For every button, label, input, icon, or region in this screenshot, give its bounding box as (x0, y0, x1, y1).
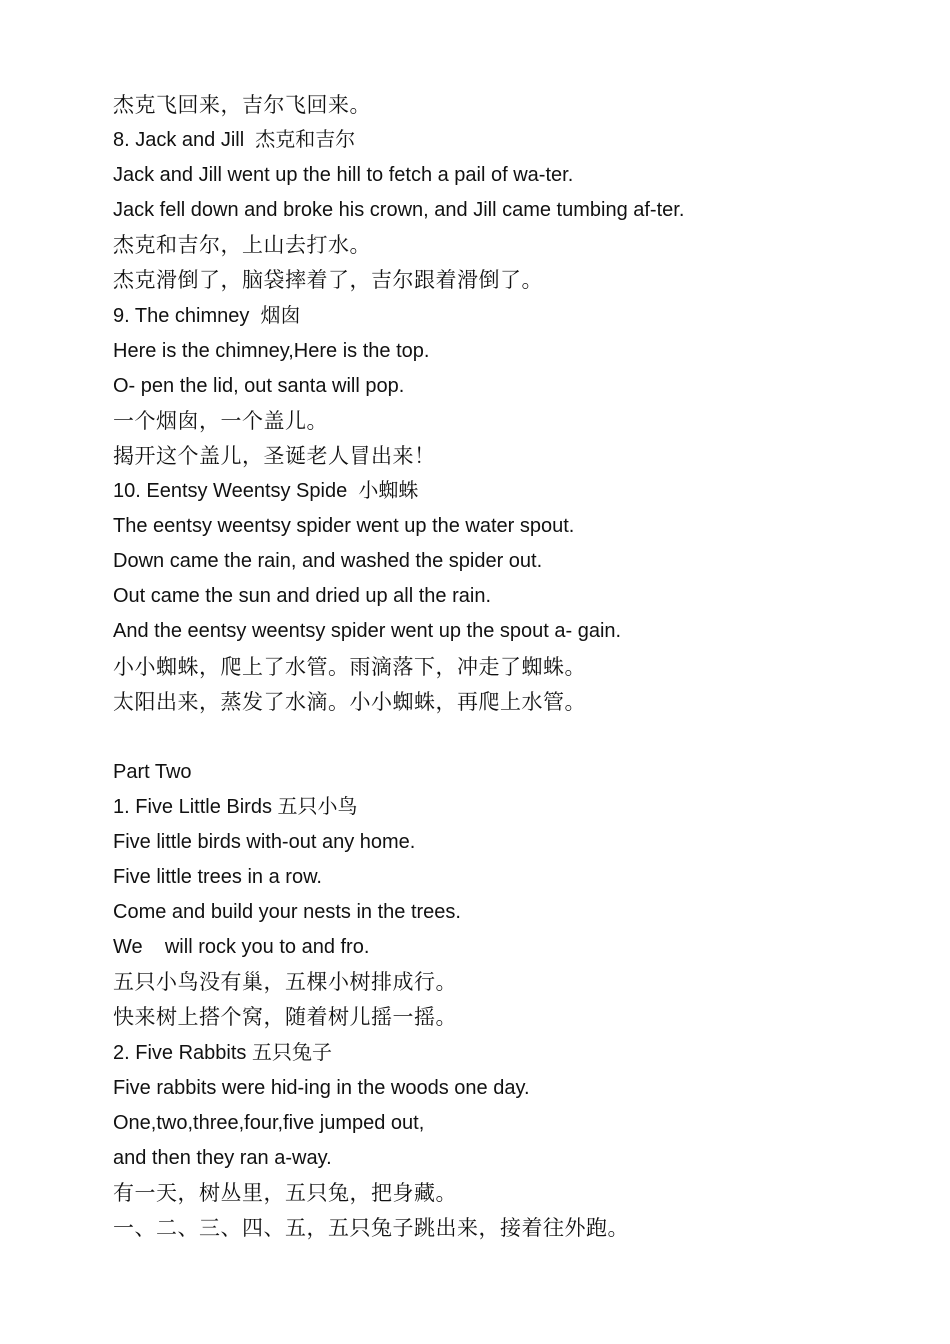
text-line: 杰克和吉尔，上山去打水。 (113, 233, 371, 258)
text-line: The eentsy weentsy spider went up the water spout. (113, 515, 575, 538)
text-line: One,two,three,four,five jumped out, (113, 1111, 425, 1134)
text-line: We will rock you to and fro. (113, 936, 370, 959)
text-line: Out came the sun and dried up all the rain. (113, 585, 492, 608)
text-line: Jack and Jill went up the hill to fetch a pail of wa-ter. (113, 164, 574, 187)
text-line: 小小蜘蛛，爬上了水管。雨滴落下，冲走了蜘蛛。 (113, 654, 586, 679)
section-heading: 2. Five Rabbits 五只兔子 (113, 1041, 332, 1064)
section-heading: 10. Eentsy Weentsy Spide 小蜘蛛 (113, 480, 419, 503)
text-line: Come and build your nests in the trees. (113, 901, 461, 924)
section-heading: 9. The chimney 烟囱 (113, 304, 301, 327)
text-line: Here is the chimney,Here is the top. (113, 339, 430, 362)
text-line: 有一天，树丛里，五只兔，把身藏。 (113, 1180, 457, 1205)
text-line: 太阳出来，蒸发了水滴。小小蜘蛛，再爬上水管。 (113, 689, 586, 714)
text-line: O- pen the lid, out santa will pop. (113, 374, 405, 397)
text-line: and then they ran a-way. (113, 1146, 332, 1169)
text-line: 一个烟囱，一个盖儿。 (113, 408, 328, 433)
text-line: 五只小鸟没有巢，五棵小树排成行。 (113, 970, 457, 995)
text-line: 杰克滑倒了，脑袋摔着了，吉尔跟着滑倒了。 (113, 268, 543, 293)
text-line: And the eentsy weentsy spider went up the spout a- gain. (113, 620, 622, 643)
text-line: Down came the rain, and washed the spider out. (113, 550, 543, 573)
text-line: Five little trees in a row. (113, 866, 322, 889)
section-heading: 8. Jack and Jill 杰克和吉尔 (113, 129, 356, 152)
document-body (113, 88, 913, 1246)
text-line: 一、二、三、四、五，五只兔子跳出来，接着往外跑。 (113, 1216, 629, 1240)
text-line: Jack fell down and broke his crown, and Jill came tumbing af-ter. (113, 199, 685, 222)
text-line: 快来树上搭个窝，随着树儿摇一摇。 (113, 1005, 457, 1030)
blank-line (113, 720, 913, 755)
text-line: 揭开这个盖儿，圣诞老人冒出来！ (113, 443, 436, 468)
section-heading: 1. Five Little Birds 五只小鸟 (113, 795, 358, 818)
part-heading: Part Two (113, 760, 192, 783)
text-line: Five little birds with-out any home. (113, 830, 416, 853)
text-line: Five rabbits were hid-ing in the woods one day. (113, 1076, 530, 1099)
text-line: 杰克飞回来，吉尔飞回来。 (113, 93, 371, 117)
